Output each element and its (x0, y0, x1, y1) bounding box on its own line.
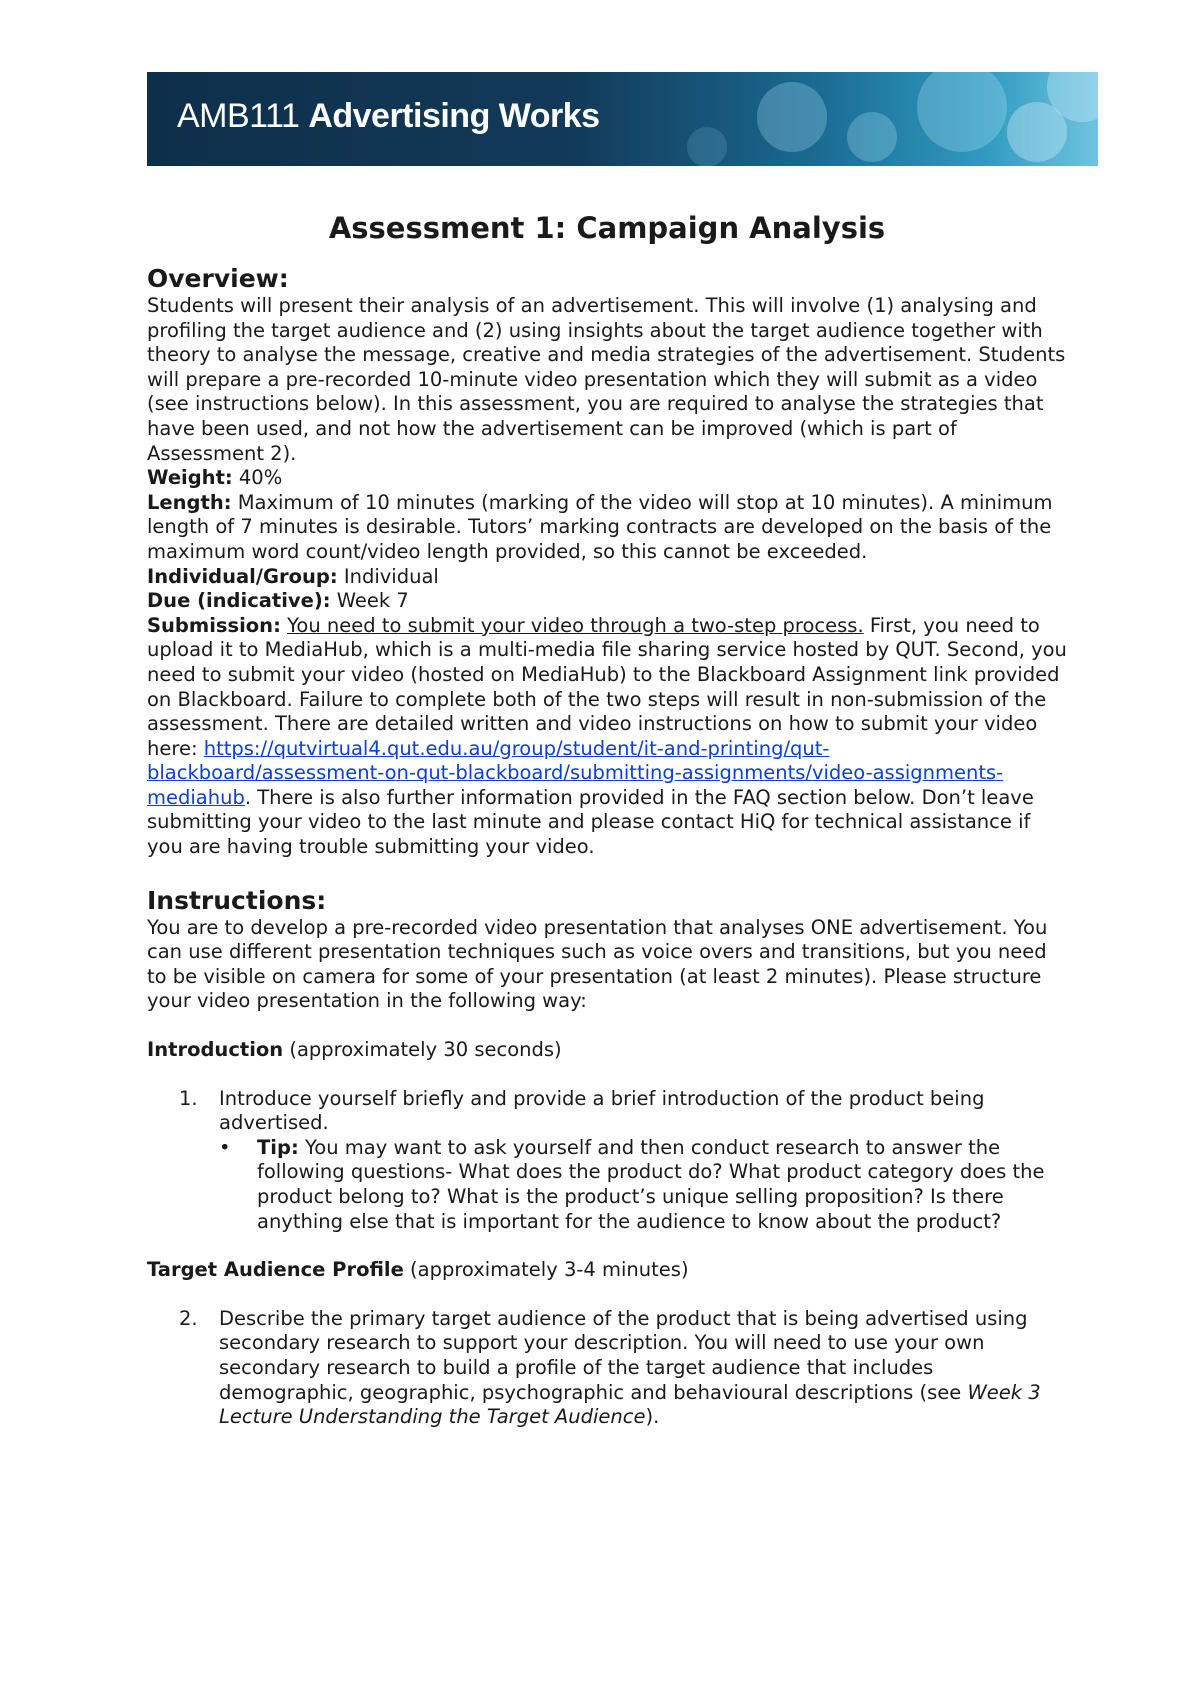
banner-bokeh-light (917, 72, 1007, 152)
submission-underlined-text: You need to submit your video through a two-step process. (287, 613, 864, 637)
overview-heading: Overview: (147, 264, 289, 293)
intro-section-head (147, 1038, 1067, 1063)
list-item (147, 1136, 1067, 1234)
group-value: Individual (337, 564, 439, 588)
intro-list (147, 1087, 1067, 1235)
weight-label: Weight: (147, 466, 233, 490)
document-body (147, 210, 1067, 1430)
intro-item-text: Introduce yourself briefly and provide a brief introduction of the product being advertised. (219, 1086, 985, 1135)
intro-label: Introduction (147, 1038, 284, 1062)
target-item-text: Describe the primary target audience of the product that is being advertised using secondary research to support your description. You will need to use your own secondary research to build a profile of the target audience that includes demographic, geographic, psychographic and behavioural descriptions (see (219, 1306, 1028, 1404)
due-value: Week 7 (330, 589, 409, 613)
banner-title (177, 97, 600, 136)
instructions-heading: Instructions: (147, 885, 327, 915)
list-item (147, 1087, 1067, 1235)
target-item-end: ). (645, 1405, 660, 1429)
submission-text: First, you need to upload it to MediaHub, which is a multi-media file sharing service hosted by QUT. Second, you need to submit your video (hosted on MediaHub) to the Blackboard Assignment link provided on Blackboard. Failure to complete both of the two steps will result in non-submission of the assessment. There are detailed written and video instructions on how to submit your video here: (147, 613, 1067, 760)
spacer (147, 1014, 1067, 1038)
spacer (147, 1234, 1067, 1258)
course-banner (147, 72, 1098, 166)
weight-value: 40% (232, 466, 283, 490)
list-number: 1. (179, 1086, 198, 1110)
spacer (147, 1063, 1067, 1087)
weight-line (147, 466, 1067, 491)
target-time: (approximately 3-4 minutes) (403, 1258, 689, 1282)
due-label: Due (indicative): (147, 589, 331, 613)
list-item (147, 1307, 1067, 1430)
due-line (147, 589, 1067, 614)
spacer (147, 860, 1067, 886)
banner-bokeh-light (847, 112, 897, 162)
length-label: Length: (147, 490, 232, 514)
length-line (147, 491, 1067, 565)
mediahub-instructions-link[interactable]: https://qutvirtual4.qut.edu.au/group/student/it-and-printing/qut-blackboard/assessment-on-qut-blackboard/submitting-assignments/video-assignments-mediahub (147, 736, 1004, 809)
target-item-reference: Week 3 Lecture Understanding the Target Audience (219, 1380, 1041, 1429)
spacer (147, 1283, 1067, 1307)
tip-text: You may want to ask yourself and then conduct research to answer the following questions- What does the product do? What product category does the product belong to? What is the product’s unique selling proposition? Is there anything else that is important for the audience to know about the product? (257, 1135, 1045, 1233)
target-label: Target Audience Profile (147, 1258, 404, 1282)
target-list (147, 1307, 1067, 1430)
banner-bokeh-light (687, 127, 727, 166)
group-label: Individual/Group: (147, 564, 338, 588)
course-code: AMB111 (177, 97, 300, 135)
submission-label: Submission: (147, 613, 281, 637)
submission-after-text: . There is also further information provided in the FAQ section below. Don’t leave submitting your video to the last minute and please contact HiQ for technical assistance if you are having trouble submitting your video. (147, 785, 1034, 859)
target-section-head (147, 1258, 1067, 1283)
list-number: 2. (179, 1306, 198, 1330)
intro-time: (approximately 30 seconds) (283, 1038, 562, 1062)
group-line (147, 565, 1067, 590)
instructions-text: You are to develop a pre-recorded video presentation that analyses ONE advertisement. You can use different presentation techniques such as voice overs and transitions, but you need to be visible on camera for some of your presentation (at least 2 minutes). Please structure your video presentation in the following way: (147, 915, 1048, 1013)
submission-paragraph (147, 614, 1067, 860)
bullet-icon: • (219, 1135, 231, 1159)
tip-list (147, 1136, 1067, 1234)
length-value: Maximum of 10 minutes (marking of the video will stop at 10 minutes). A minimum length of 7 minutes is desirable. Tutors’ marking contracts are developed on the basis of the maximum word count/video length provided, so this cannot be exceeded. (147, 490, 1053, 563)
overview-text: Students will present their analysis of an advertisement. This will involve (1) analysing and profiling the target audience and (2) using insights about the target audience together with theory to analyse the message, creative and media strategies of the advertisement. Students will prepare a pre-recorded 10-minute video presentation which they will submit as a video (see instructions below). In this assessment, you are required to analyse the strategies that have been used, and not how the advertisement can be improved (which is part of Assessment 2). (147, 294, 1066, 465)
course-name: Advertising Works (308, 97, 600, 135)
document-title: Assessment 1: Campaign Analysis (328, 211, 886, 245)
banner-bokeh-light (757, 82, 827, 152)
tip-label: Tip: (257, 1135, 299, 1159)
